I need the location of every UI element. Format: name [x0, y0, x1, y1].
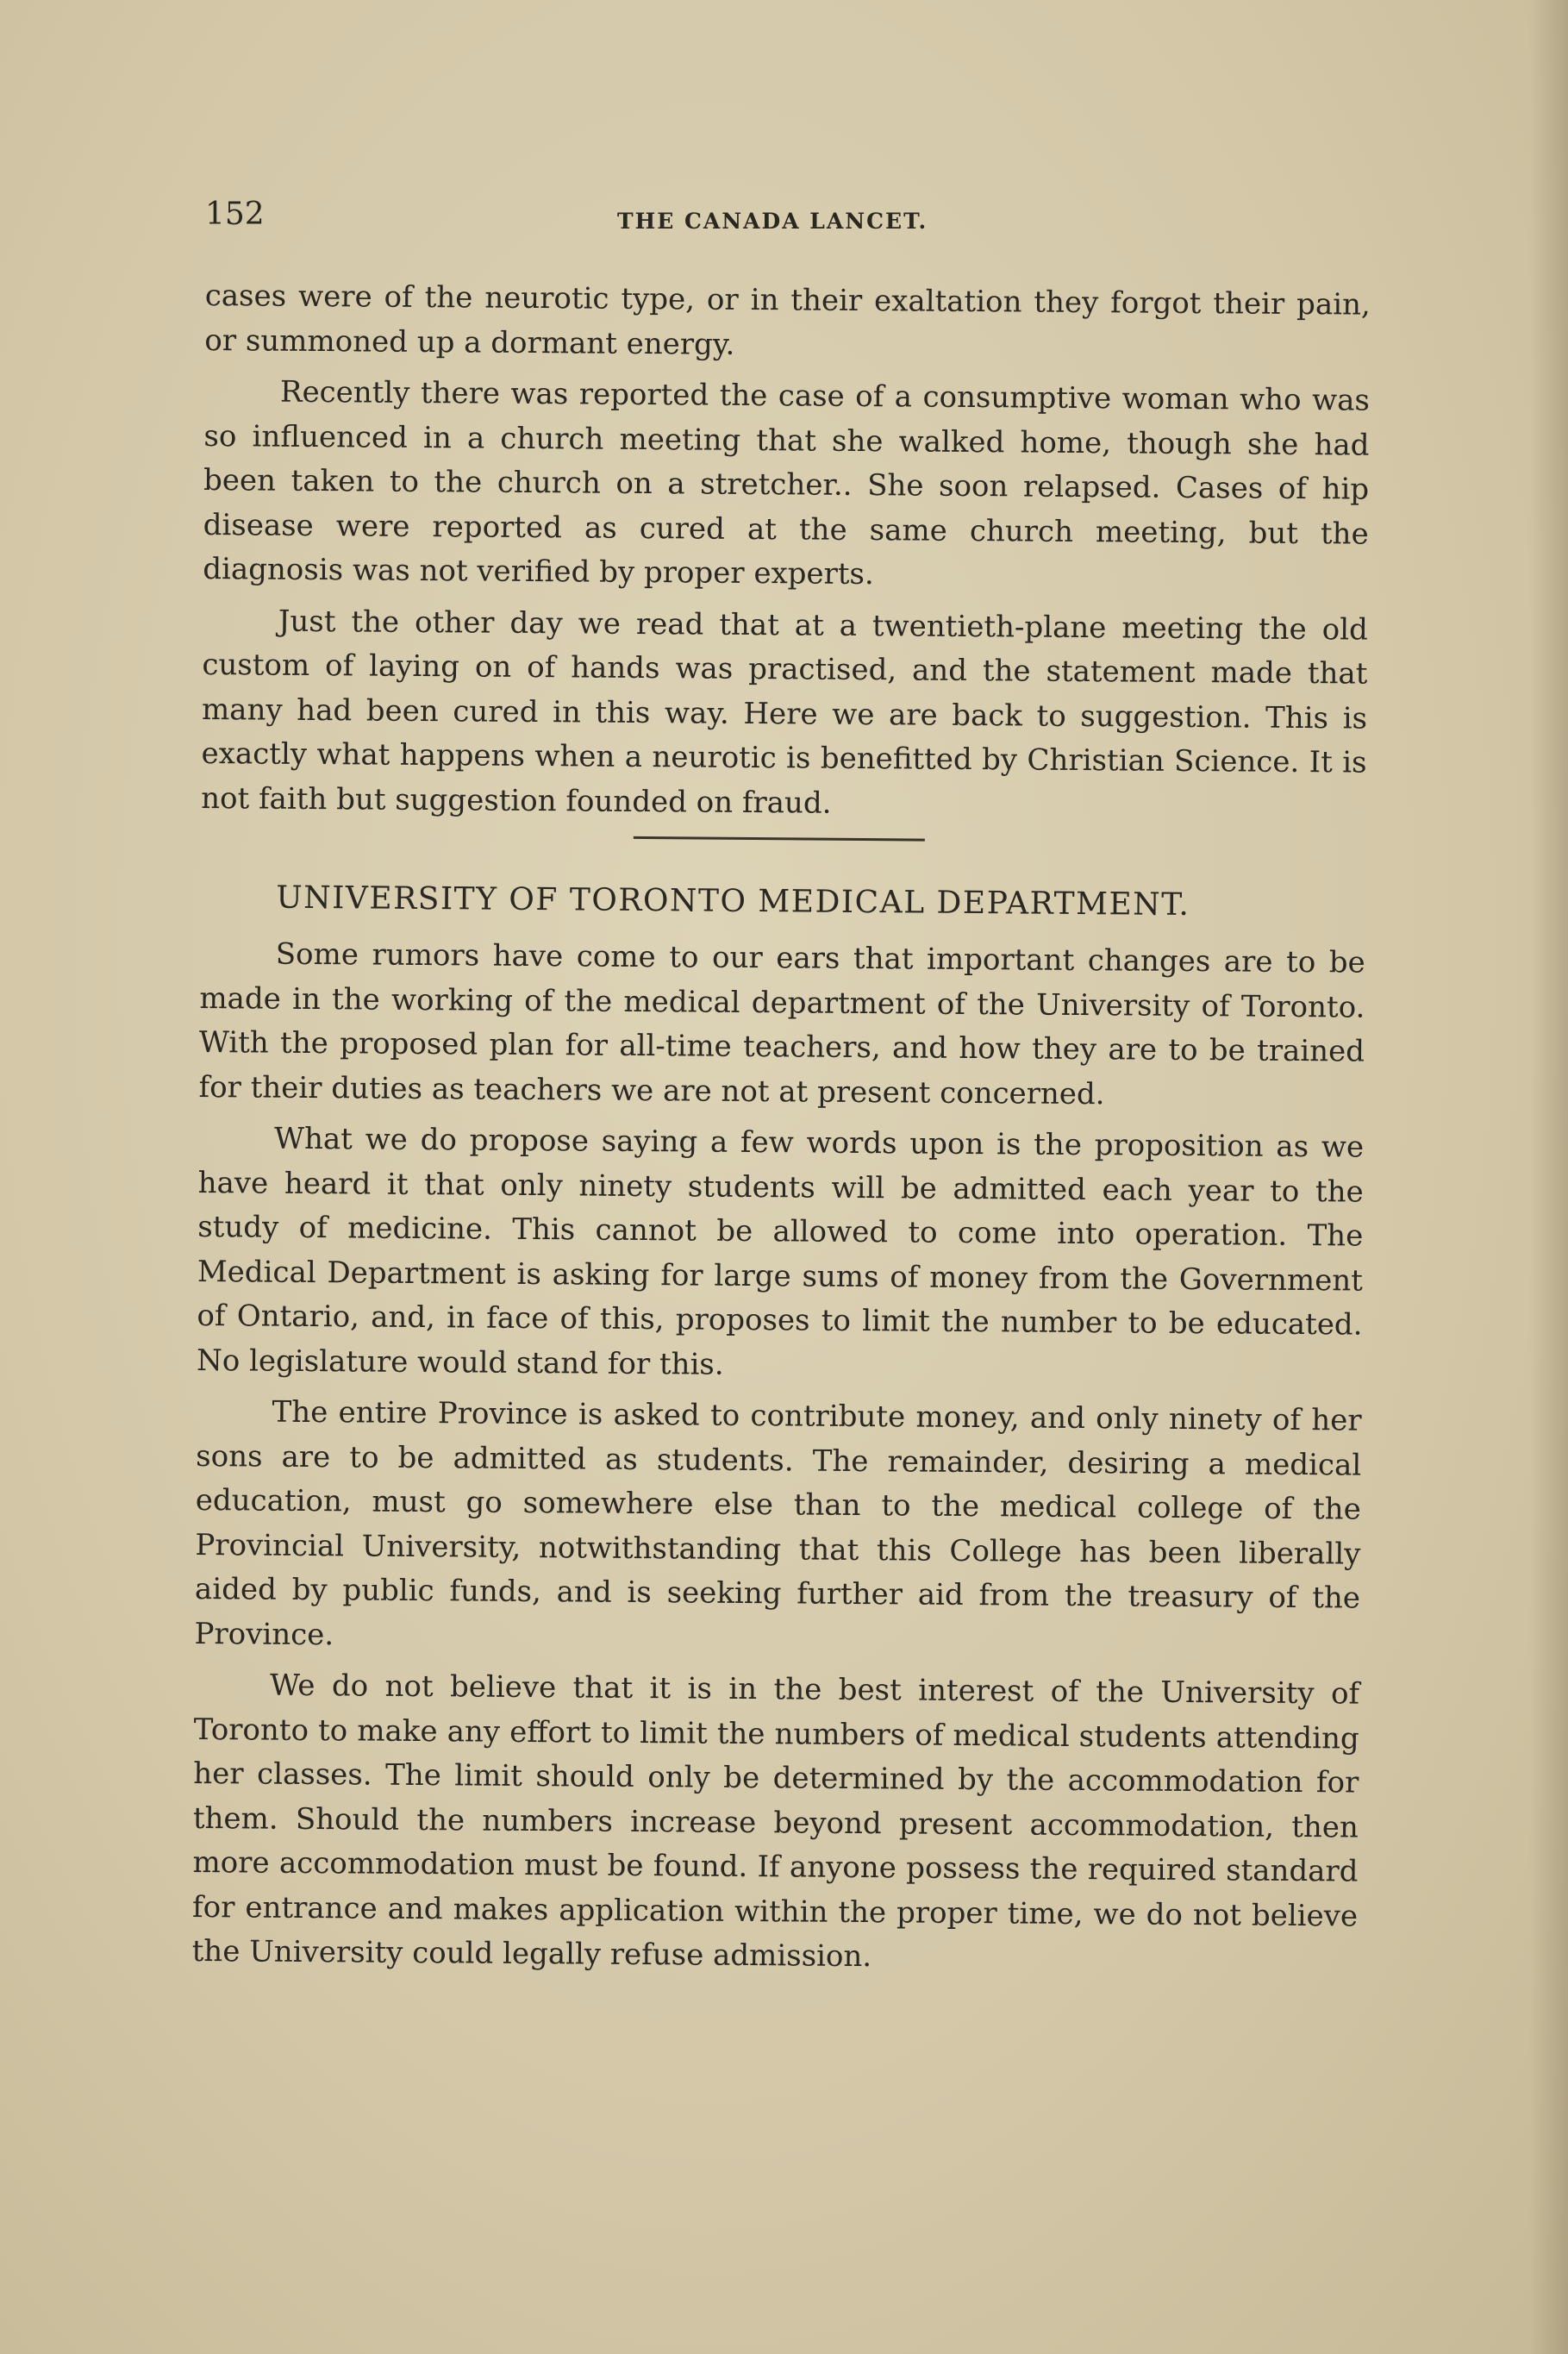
running-head [205, 197, 1371, 240]
paragraph: cases were of the neurotic type, or in their exaltation they forgot their pain, or summoned up a dormant energy. [204, 278, 1371, 362]
article-faith-healing [201, 274, 1371, 830]
section-heading: UNIVERSITY OF TORONTO MEDICAL DEPARTMENT. [276, 880, 1190, 923]
section-divider-rule [634, 836, 925, 842]
journal-title: THE CANADA LANCET. [617, 209, 928, 234]
paragraph: We do not believe that it is in the best interest of the University of Toronto to make any effort to limit the numbers of medical students attending her classes. The limit should only be determined by the accommodation for them. Should the numbers increase beyond present accommodation, then more accommodation must be found. If anyone possess the required standard for entrance and makes application within the proper time, we do not believe the University could legally refuse admission. [191, 1668, 1360, 1975]
body-text [191, 274, 1371, 1990]
paragraph: What we do propose saying a few words upon is the proposition as we have heard it that only ninety students will be admitted each year to the study of medicine. This cannot be allowed to come into operation. The Medical Department is asking for large sums of money from the Government of Ontario, and, in face of this, proposes to limit the number to be educated. No legislature would stand for this. [196, 1121, 1365, 1382]
page-edge-shadow [1529, 0, 1568, 2354]
paragraph: Some rumors have come to our ears that important changes are to be made in the working of the medical department of the University of Toronto. With the proposed plan for all-time teachers, and how they are to be trained for their duties as teachers we are not at present concerned. [198, 936, 1365, 1111]
page-number: 152 [205, 197, 265, 232]
paragraph: Recently there was reported the case of a consumptive woman who was so influenced in a church meeting that she walked home, though she had been taken to the church on a stretcher.. She soon relapsed. Cases of hip disease were reported as cured at the same church meeting, but the diagnosis was not verified by proper experts. [203, 374, 1371, 592]
article-university-of-toronto [192, 875, 1366, 1983]
paragraph: The entire Province is asked to contribute money, and only ninety of her sons are to be admitted as students. The remainder, desiring a medical education, must go somewhere else than to the medical college of the Provincial University, notwithstanding that this College has been liberally aided by public funds, and is seeking further aid from the treasury of the Province. [194, 1394, 1362, 1652]
paragraph: Just the other day we read that at a twentieth-plane meeting the old custom of laying on of hands was practised, and the statement made that many had been cured in this way. Here we are back to suggestion. This is exactly what happens when a neurotic is benefitted by Christian Science. It is not faith but suggestion founded on fraud. [201, 604, 1368, 821]
